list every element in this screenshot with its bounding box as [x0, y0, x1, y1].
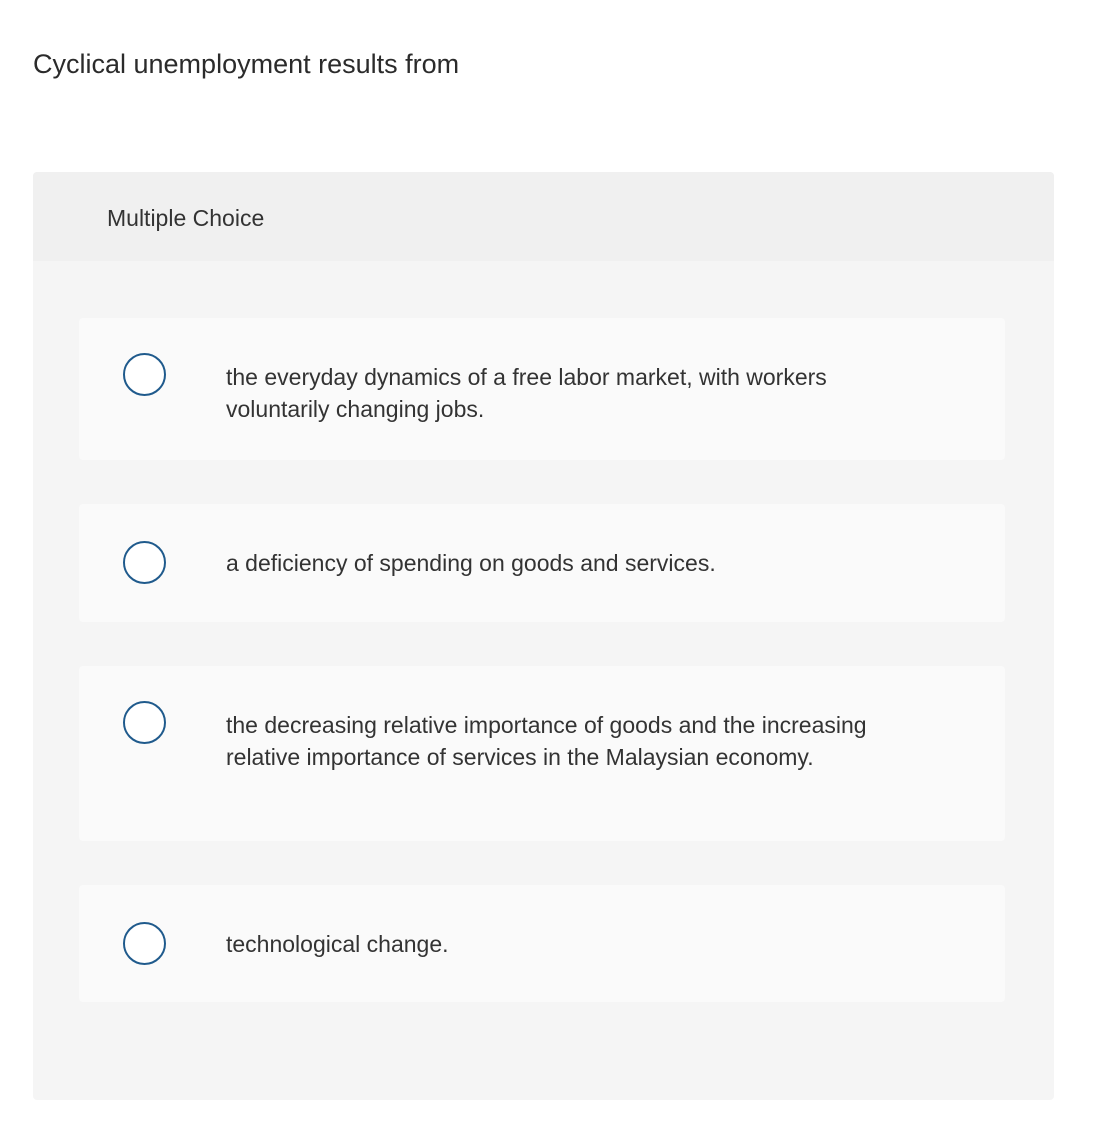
answer-option-2[interactable] [79, 504, 1005, 622]
question-type-label: Multiple Choice [107, 205, 265, 231]
answer-option-text: a deficiency of spending on goods and services. [226, 550, 716, 576]
multiple-choice-panel [33, 172, 1054, 1100]
radio-button-icon[interactable] [123, 922, 166, 965]
radio-button-icon[interactable] [123, 541, 166, 584]
answer-option-text: technological change. [226, 931, 449, 957]
radio-button-icon[interactable] [123, 701, 166, 744]
answer-option-text: the everyday dynamics of a free labor market, with workers voluntarily changing jobs. [226, 364, 827, 422]
radio-button-icon[interactable] [123, 353, 166, 396]
answer-option-1[interactable] [79, 318, 1005, 460]
answer-option-4[interactable] [79, 885, 1005, 1002]
multiple-choice-header [33, 172, 1054, 261]
answer-option-3[interactable] [79, 666, 1005, 841]
answer-option-text: the decreasing relative importance of goods and the increasing relative importance of services in the Malaysian economy. [226, 712, 867, 770]
question-prompt: Cyclical unemployment results from [33, 49, 460, 79]
